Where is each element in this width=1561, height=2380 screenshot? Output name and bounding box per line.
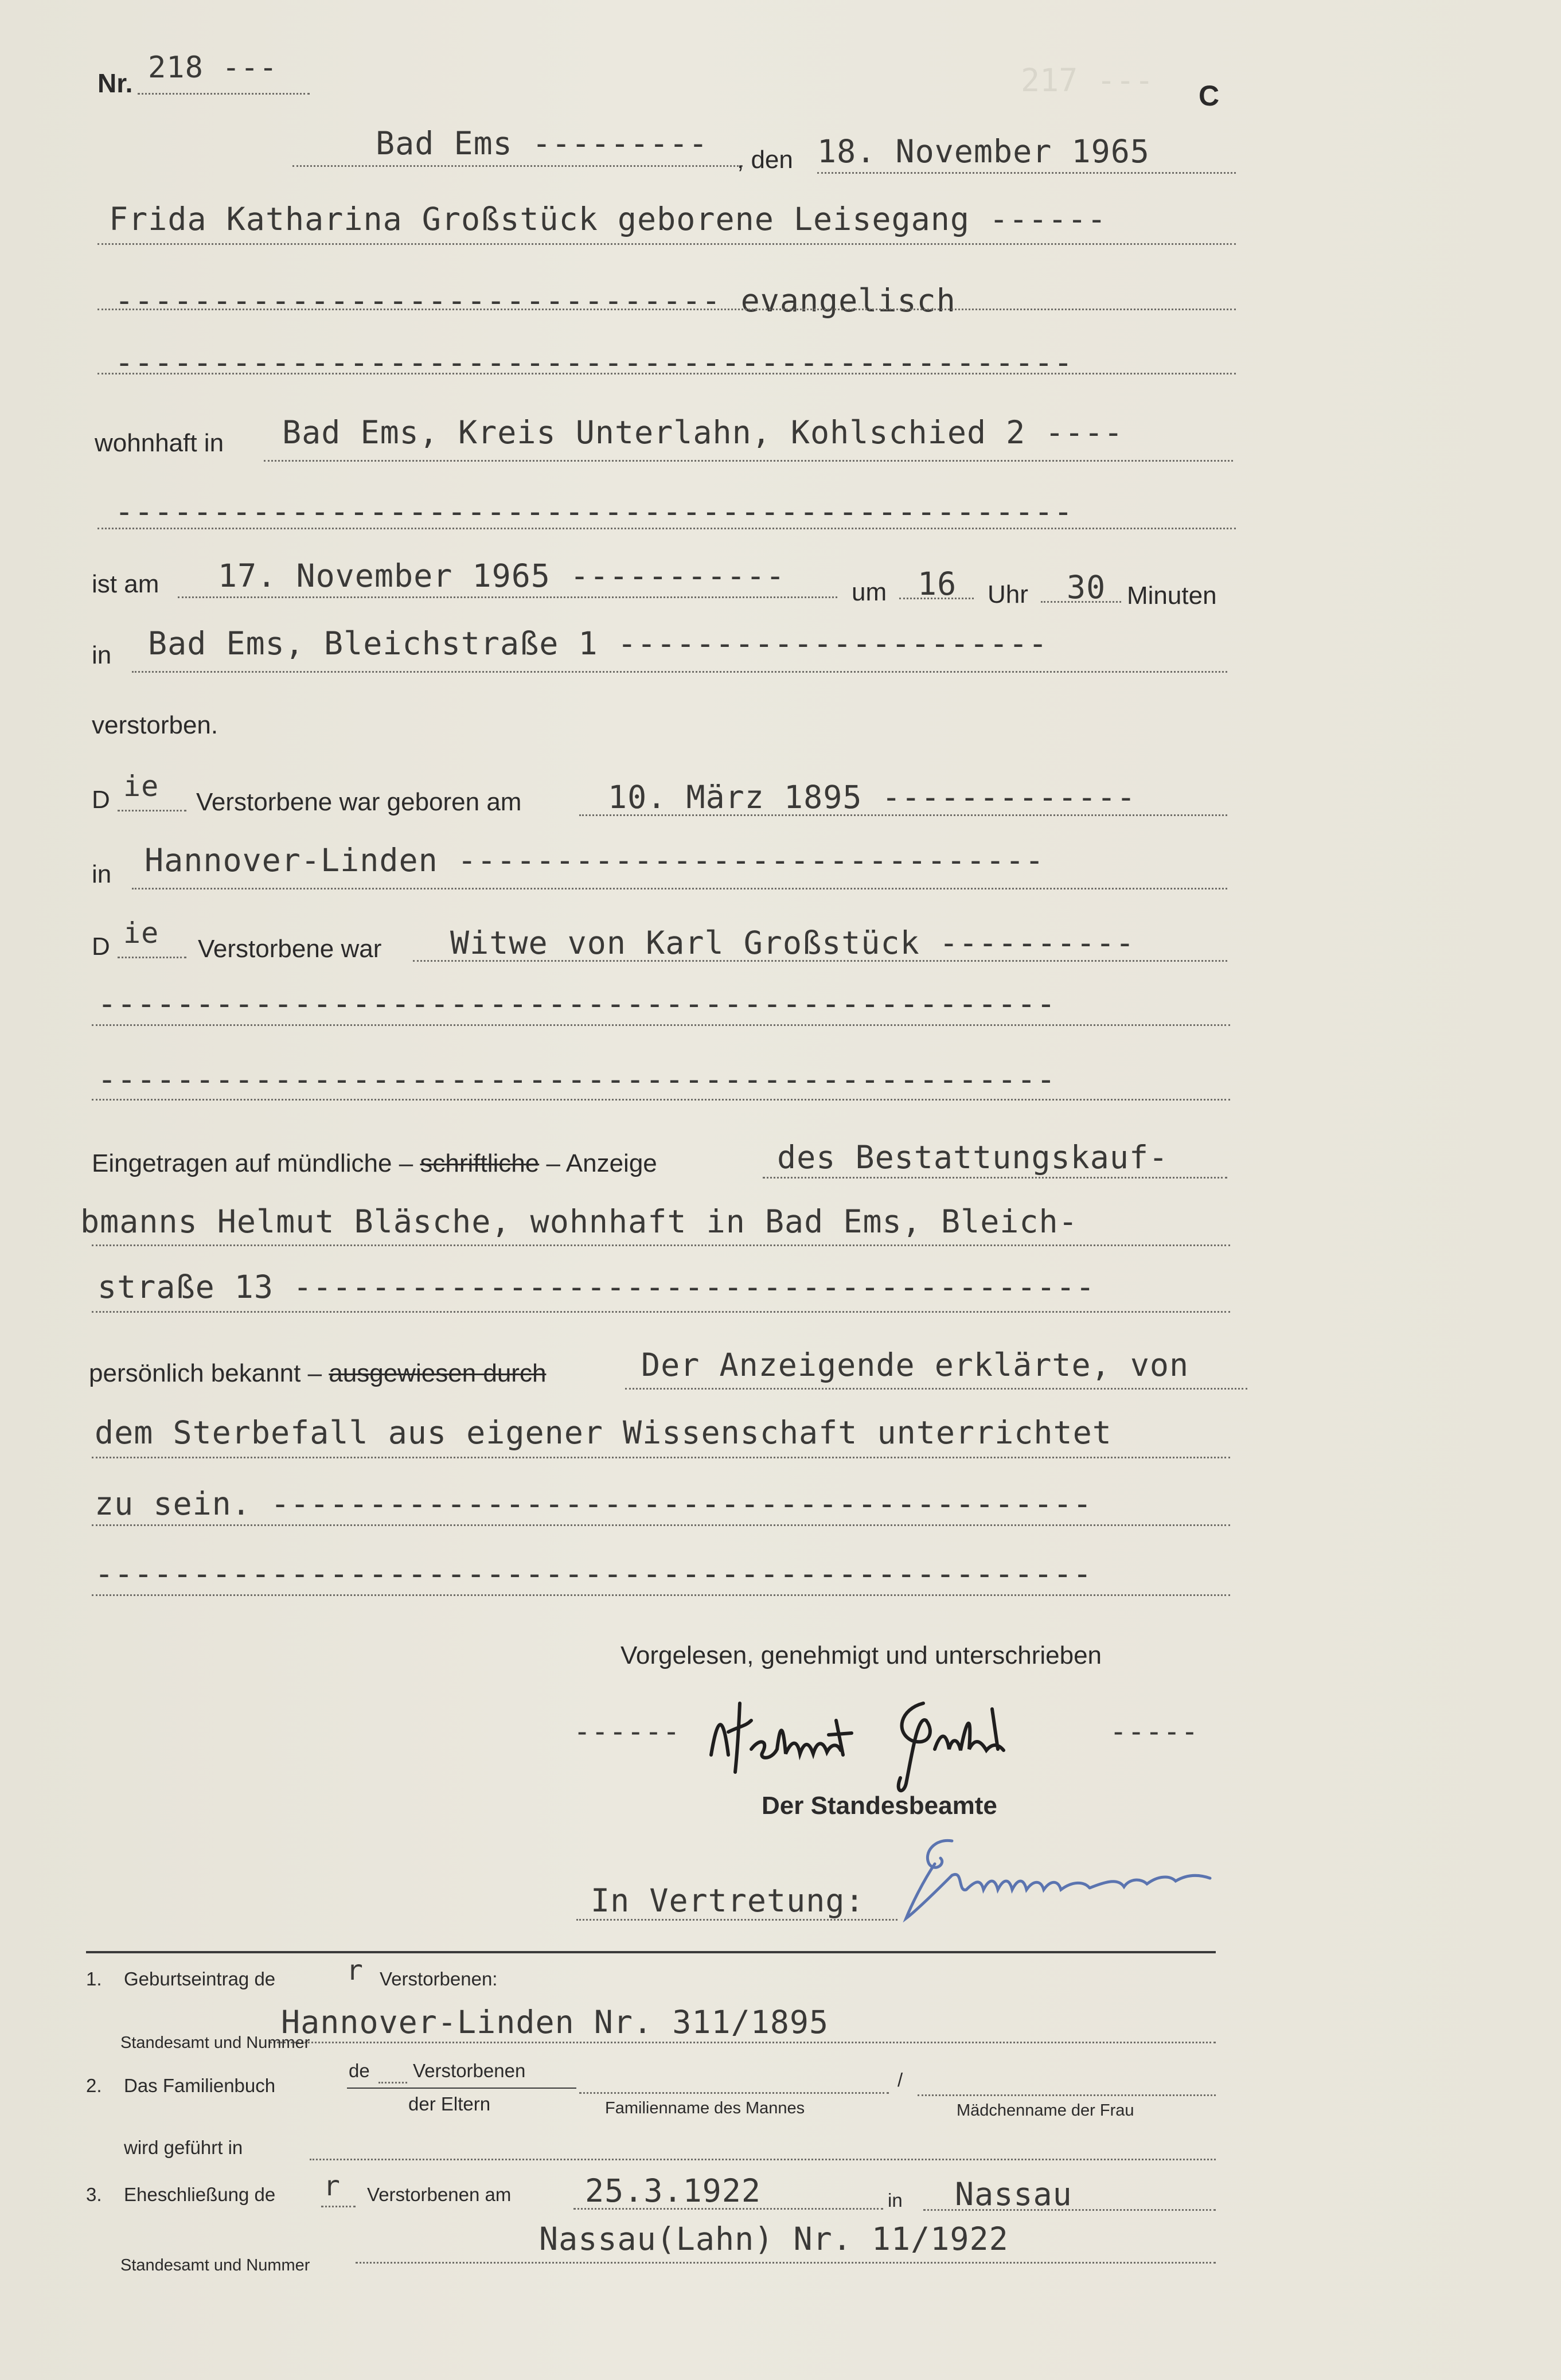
death-hour: 16 <box>918 565 957 602</box>
death-in-label: in <box>92 641 112 669</box>
item1-caption: Standesamt und Nummer <box>120 2034 310 2052</box>
identity-line3: zu sein. ------------------------------------------ <box>95 1485 1092 1522</box>
item2-label: Das Familienbuch <box>124 2075 276 2096</box>
corner-mark: C <box>1199 80 1220 112</box>
report-line3: straße 13 ----------------------------------------- <box>97 1269 1095 1305</box>
identity-label: persönlich bekannt – ausgewiesen durch <box>89 1359 547 1387</box>
report-label: Eingetragen auf mündliche – schriftliche – Anzeige <box>92 1149 657 1177</box>
item3-date: 25.3.1922 <box>585 2172 762 2209</box>
status-line3: ------------------------------------------------- <box>97 1061 1056 1098</box>
item1-suffix: r <box>346 1954 364 1987</box>
birth-label: Verstorbene war geboren am <box>196 788 522 816</box>
item1-label2: Verstorbenen: <box>380 1968 498 1989</box>
birth-d-label: D <box>92 786 110 814</box>
birth-date: 10. März 1895 ------------- <box>608 779 1137 816</box>
deputy-signature <box>900 1824 1233 1927</box>
item2-kept-in-label: wird geführt in <box>124 2137 243 2158</box>
item1-number: 1. <box>86 1968 102 1989</box>
item3-number: 3. <box>86 2184 102 2205</box>
minuten-label: Minuten <box>1127 582 1217 610</box>
footer-separator <box>86 1951 1216 1953</box>
item3-registry: Nassau(Lahn) Nr. 11/1922 <box>539 2221 1009 2257</box>
item2-slash: / <box>897 2069 903 2090</box>
registrar-label: Der Standesbeamte <box>762 1792 997 1820</box>
residence-value: Bad Ems, Kreis Unterlahn, Kohlschied 2 ---- <box>282 414 1123 451</box>
nr-value: 218 --- <box>148 50 278 85</box>
death-minutes: 30 <box>1067 569 1106 606</box>
status-d-label: D <box>92 933 110 961</box>
blank-line: ------------------------------------------------- <box>115 344 1074 381</box>
item3-suffix: r <box>323 2170 341 2202</box>
birth-place: Hannover-Linden ------------------------------ <box>145 842 1045 879</box>
uhr-label: Uhr <box>988 580 1028 608</box>
report-line1: des Bestattungskauf- <box>777 1139 1169 1176</box>
signature-suffix: ----- <box>1110 1715 1199 1748</box>
identity-line4: --------------------------------------------------- <box>95 1555 1092 1592</box>
read-approved-label: Vorgelesen, genehmigt und unterschrieben <box>621 1641 1102 1669</box>
name-line: Frida Katharina Großstück geborene Leisegang ------ <box>109 201 1107 237</box>
signature-prefix: ------ <box>573 1715 681 1748</box>
deputy-label: In Vertretung: <box>591 1882 865 1919</box>
status-d-suffix: ie <box>123 916 159 950</box>
identity-line2: dem Sterbefall aus eigener Wissenschaft unterrichtet <box>95 1414 1112 1451</box>
status-label: Verstorbene war <box>198 935 382 963</box>
item3-caption: Standesamt und Nummer <box>120 2256 310 2274</box>
status-line2: ------------------------------------------------- <box>97 985 1056 1022</box>
registrar-signature <box>705 1686 1118 1801</box>
residence-label: wohnhaft in <box>95 429 224 457</box>
item2-de: de <box>349 2060 370 2081</box>
date-value: 18. November 1965 <box>817 133 1150 170</box>
birth-in-label: in <box>92 860 112 888</box>
religion-line: ------------------------------- evangelisch <box>115 282 956 319</box>
item2-caption-husband: Familienname des Mannes <box>605 2099 805 2117</box>
ist-am-label: ist am <box>92 570 159 598</box>
identity-line1: Der Anzeigende erklärte, von <box>641 1347 1189 1383</box>
identity-struck-option: ausgewiesen durch <box>329 1359 547 1387</box>
item1-value: Hannover-Linden Nr. 311/1895 <box>281 2004 829 2040</box>
report-struck-option: schriftliche <box>420 1149 540 1177</box>
nr-label: Nr. <box>97 68 133 98</box>
residence-line2: ------------------------------------------------- <box>115 493 1074 530</box>
den-label: , den <box>737 146 793 174</box>
item2-verstorbenen: Verstorbenen <box>413 2060 526 2081</box>
birth-d-suffix: ie <box>123 770 159 803</box>
item3-place: Nassau <box>955 2176 1072 2213</box>
item2-eltern: der Eltern <box>408 2093 491 2114</box>
report-line2: bmanns Helmut Bläsche, wohnhaft in Bad Ems, Bleich- <box>80 1203 1078 1240</box>
um-label: um <box>852 578 887 606</box>
death-place: Bad Ems, Bleichstraße 1 ---------------------- <box>148 625 1048 662</box>
item1-label: Geburtseintrag de <box>124 1968 276 1989</box>
item3-label2: Verstorbenen am <box>367 2184 512 2205</box>
item2-number: 2. <box>86 2075 102 2096</box>
status-value: Witwe von Karl Großstück ---------- <box>450 924 1135 961</box>
death-date: 17. November 1965 ----------- <box>218 557 786 594</box>
verstorben-label: verstorben. <box>92 711 218 739</box>
item3-label: Eheschließung de <box>124 2184 276 2205</box>
place-value: Bad Ems --------- <box>376 125 708 162</box>
bleed-through-text: 217 --- <box>1021 62 1154 99</box>
item3-in-label: in <box>888 2190 903 2211</box>
item2-caption-wife: Mädchenname der Frau <box>957 2101 1134 2120</box>
